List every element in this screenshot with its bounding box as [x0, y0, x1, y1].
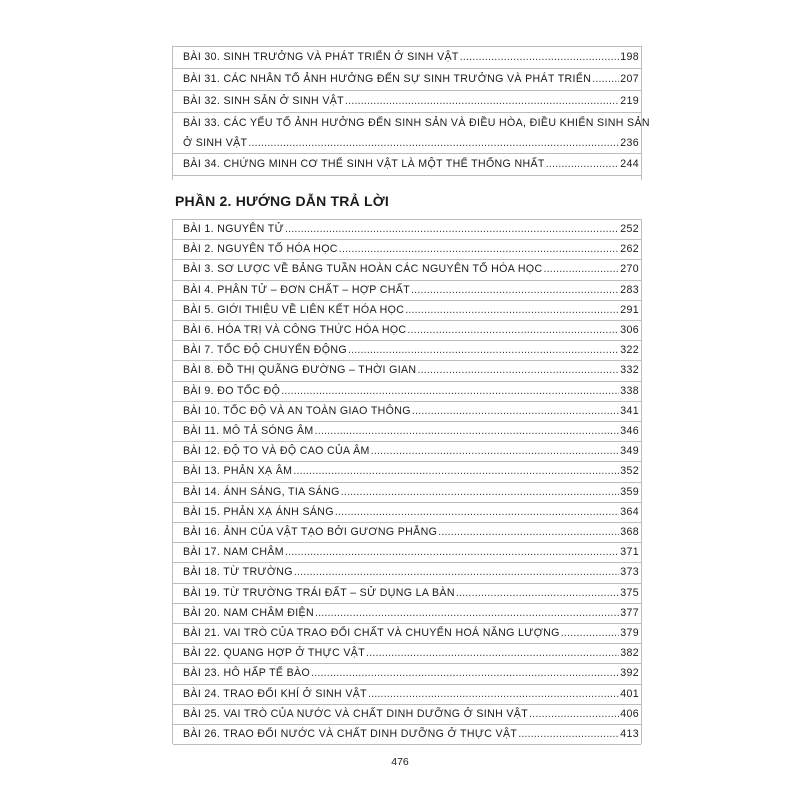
toc-entry-title: BÀI 6. HÓA TRỊ VÀ CÔNG THỨC HÓA HỌC	[183, 324, 407, 336]
toc-entry[interactable]	[173, 444, 641, 458]
toc-entry-title: BÀI 5. GIỚI THIỆU VỀ LIÊN KẾT HÓA HỌC	[183, 304, 405, 316]
toc-entry[interactable]	[173, 50, 641, 64]
toc-entry-page: 406	[620, 708, 639, 720]
toc-entry-title: BÀI 15. PHẢN XẠ ÁNH SÁNG	[183, 506, 334, 518]
toc-entry-page: 198	[620, 51, 639, 63]
toc-entry-page: 377	[620, 607, 639, 619]
toc-entry-page: 236	[620, 137, 639, 149]
toc-section-2	[172, 219, 642, 744]
toc-entry[interactable]	[173, 646, 641, 660]
toc-entry[interactable]	[173, 363, 641, 377]
toc-entry[interactable]	[173, 404, 641, 418]
toc-entry-page: 291	[620, 304, 639, 316]
toc-entry-title: BÀI 21. VAI TRÒ CỦA TRAO ĐỔI CHẤT VÀ CHUYỂN HOÁ NĂNG LƯỢNG	[183, 627, 560, 639]
toc-entry-page: 373	[620, 566, 639, 578]
toc-entry[interactable]	[173, 727, 641, 741]
toc-entry[interactable]	[173, 565, 641, 579]
toc-entry-page: 322	[620, 344, 639, 356]
toc-entry[interactable]	[173, 303, 641, 317]
toc-entry[interactable]	[173, 586, 641, 600]
toc-entry-title: BÀI 18. TỪ TRƯỜNG	[183, 566, 293, 578]
toc-entry-page: 283	[620, 284, 639, 296]
toc-entry[interactable]	[173, 94, 641, 108]
toc-entry-page: 219	[620, 95, 639, 107]
toc-entry-title: BÀI 16. ẢNH CỦA VẬT TẠO BỞI GƯƠNG PHẲNG	[183, 526, 438, 538]
toc-entry-title: BÀI 22. QUANG HỢP Ở THỰC VẬT	[183, 647, 366, 659]
toc-entry-page: 349	[620, 445, 639, 457]
toc-entry[interactable]	[173, 626, 641, 640]
toc-entry[interactable]	[173, 606, 641, 620]
toc-entry[interactable]	[173, 485, 641, 499]
toc-entry-title: BÀI 31. CÁC NHÂN TỐ ẢNH HƯỞNG ĐẾN SỰ SINH TRƯỞNG VÀ PHÁT TRIỂN	[183, 73, 592, 85]
toc-entry-page: 306	[620, 324, 639, 336]
toc-entry-page: 270	[620, 263, 639, 275]
toc-entry-page: 413	[620, 728, 639, 740]
toc-entry-title: BÀI 34. CHỨNG MINH CƠ THỂ SINH VẬT LÀ MỘT THỂ THỐNG NHẤT	[183, 158, 545, 170]
toc-entry-page: 352	[620, 465, 639, 477]
toc-entry[interactable]	[173, 687, 641, 701]
toc-entry-title: BÀI 10. TỐC ĐỘ VÀ AN TOÀN GIAO THÔNG	[183, 405, 411, 417]
toc-entry-title-line1: BÀI 33. CÁC YẾU TỐ ẢNH HƯỞNG ĐẾN SINH SẢN VÀ ĐIỀU HÒA, ĐIỀU KHIỂN SINH SẢN	[183, 117, 650, 129]
toc-entry-title-line2: Ở SINH VẬT	[183, 137, 248, 149]
toc-entry[interactable]	[173, 242, 641, 256]
toc-entry-page: 364	[620, 506, 639, 518]
toc-entry-page: 207	[620, 73, 639, 85]
toc-entry[interactable]	[173, 707, 641, 721]
toc-entry[interactable]	[173, 545, 641, 559]
toc-entry-title: BÀI 20. NAM CHÂM ĐIỆN	[183, 607, 314, 619]
section-heading: PHẦN 2. HƯỚNG DẪN TRẢ LỜI	[175, 193, 389, 209]
toc-entry-page: 371	[620, 546, 639, 558]
toc-entry-title: BÀI 23. HÔ HẤP TẾ BÀO	[183, 667, 311, 679]
toc-entry-page: 379	[620, 627, 639, 639]
toc-entry[interactable]	[173, 116, 650, 150]
toc-entry-page: 341	[620, 405, 639, 417]
toc-entry-title: BÀI 8. ĐỒ THỊ QUÃNG ĐƯỜNG – THỜI GIAN	[183, 364, 417, 376]
toc-entry-title: BÀI 4. PHÂN TỬ – ĐƠN CHẤT – HỢP CHẤT	[183, 284, 411, 296]
toc-entry-page: 401	[620, 688, 639, 700]
toc-entry-page: 382	[620, 647, 639, 659]
toc-entry-title: BÀI 11. MÔ TẢ SÓNG ÂM	[183, 425, 314, 437]
toc-entry-page: 332	[620, 364, 639, 376]
toc-entry-title: BÀI 24. TRAO ĐỔI KHÍ Ở SINH VẬT	[183, 688, 367, 700]
toc-entry-title: BÀI 7. TỐC ĐỘ CHUYỂN ĐỘNG	[183, 344, 347, 356]
toc-entry[interactable]	[173, 72, 641, 86]
toc-entry-page: 244	[620, 158, 639, 170]
toc-entry[interactable]	[173, 323, 641, 337]
toc-entry-title: BÀI 3. SƠ LƯỢC VỀ BẢNG TUẦN HOÀN CÁC NGUYÊN TỐ HÓA HỌC	[183, 263, 543, 275]
toc-entry[interactable]	[173, 464, 641, 478]
toc-entry-page: 359	[620, 486, 639, 498]
toc-entry[interactable]	[173, 157, 641, 171]
toc-entry-title: BÀI 1. NGUYÊN TỬ	[183, 223, 284, 235]
toc-entry-page: 392	[620, 667, 639, 679]
toc-entry-title: BÀI 14. ÁNH SÁNG, TIA SÁNG	[183, 486, 340, 498]
toc-entry[interactable]	[173, 384, 641, 398]
toc-entry[interactable]	[173, 343, 641, 357]
toc-entry-page: 375	[620, 587, 639, 599]
toc-entry-title: BÀI 32. SINH SẢN Ở SINH VẬT	[183, 95, 345, 107]
toc-entry[interactable]	[173, 262, 641, 276]
toc-entry-page: 368	[620, 526, 639, 538]
toc-entry-title: BÀI 9. ĐO TỐC ĐỘ	[183, 385, 281, 397]
toc-entry[interactable]	[173, 424, 641, 438]
toc-entry-page: 252	[620, 223, 639, 235]
toc-entry-title: BÀI 19. TỪ TRƯỜNG TRÁI ĐẤT – SỬ DỤNG LA BÀN	[183, 587, 455, 599]
toc-entry-page: 346	[620, 425, 639, 437]
toc-entry-page: 262	[620, 243, 639, 255]
toc-entry[interactable]	[173, 525, 641, 539]
toc-entry-title: BÀI 30. SINH TRƯỞNG VÀ PHÁT TRIỂN Ở SINH VẬT	[183, 51, 459, 63]
toc-section-1	[172, 46, 650, 180]
toc-entry[interactable]	[173, 283, 641, 297]
toc-entry-title: BÀI 26. TRAO ĐỔI NƯỚC VÀ CHẤT DINH DƯỠNG Ở THỰC VẬT	[183, 728, 518, 740]
toc-entry-title: BÀI 2. NGUYÊN TỐ HÓA HỌC	[183, 243, 338, 255]
toc-entry[interactable]	[173, 505, 641, 519]
toc-entry-title: BÀI 13. PHẢN XẠ ÂM	[183, 465, 293, 477]
page-number: 476	[391, 756, 409, 768]
toc-entry-title: BÀI 12. ĐỘ TO VÀ ĐỘ CAO CỦA ÂM	[183, 445, 370, 457]
toc-entry-page: 338	[620, 385, 639, 397]
toc-entry[interactable]	[173, 666, 641, 680]
toc-entry[interactable]	[173, 222, 641, 236]
toc-entry-title: BÀI 17. NAM CHÂM	[183, 546, 284, 558]
toc-entry-title: BÀI 25. VAI TRÒ CỦA NƯỚC VÀ CHẤT DINH DƯỠNG Ở SINH VẬT	[183, 708, 529, 720]
